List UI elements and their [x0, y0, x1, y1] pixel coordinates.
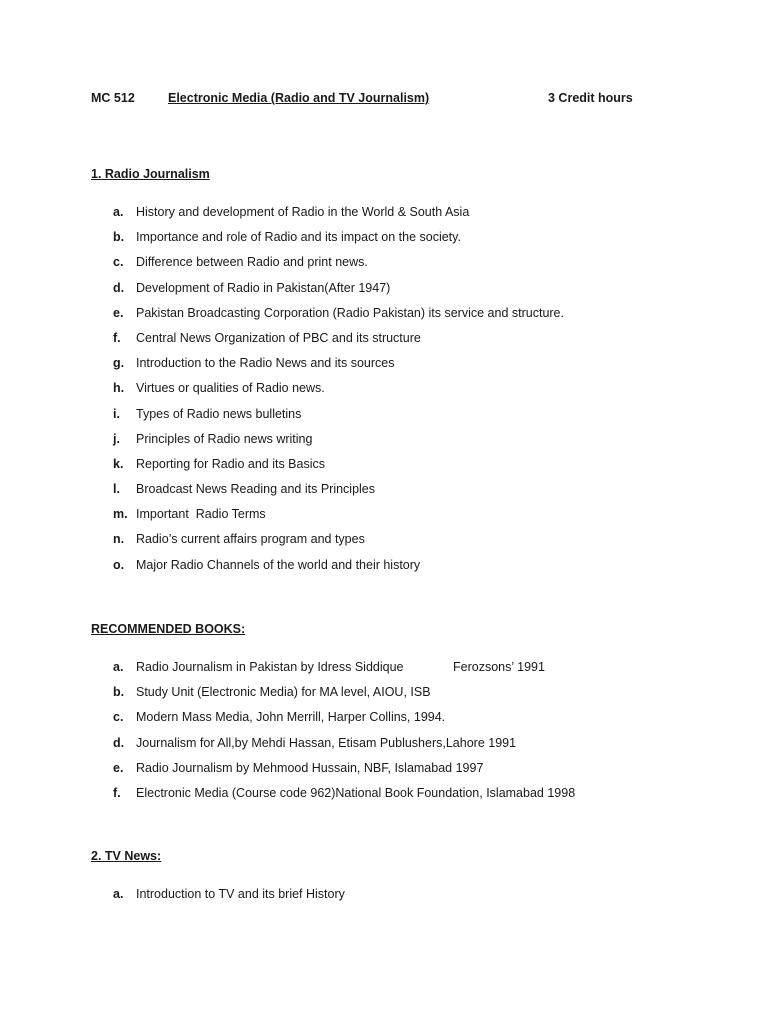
list-item-text: Principles of Radio news writing: [136, 431, 313, 446]
list-marker: a.: [113, 887, 124, 901]
list-item-text: Central News Organization of PBC and its structure: [136, 330, 421, 345]
list-item-text: Types of Radio news bulletins: [136, 406, 302, 421]
list-item-text: Journalism for All,by Mehdi Hassan, Etisam Publushers,Lahore 1991: [136, 735, 517, 750]
list-item-text: Introduction to TV and its brief History: [136, 887, 345, 901]
list-marker: g.: [113, 356, 125, 371]
list-marker: b.: [113, 230, 125, 245]
list-item-text: Modern Mass Media, John Merrill, Harper Collins, 1994.: [136, 710, 446, 725]
list-item: [0, 887, 768, 912]
list-item: [0, 786, 768, 811]
list-marker: f.: [113, 785, 121, 800]
list-marker: f.: [113, 330, 121, 345]
list-item-text: Introduction to the Radio News and its sources: [136, 356, 395, 371]
recommended-books-list: [0, 660, 768, 811]
list-marker: j.: [113, 431, 120, 446]
list-item: [0, 356, 768, 381]
section-heading-radio-journalism: 1. Radio Journalism: [91, 167, 210, 181]
list-item: [0, 331, 768, 356]
list-item-text: Reporting for Radio and its Basics: [136, 456, 325, 471]
list-item: [0, 558, 768, 583]
list-item-text: Radio Journalism by Mehmood Hussain, NBF, Islamabad 1997: [136, 760, 484, 775]
list-marker: a.: [113, 205, 124, 219]
book-publisher: Ferozsons’ 1991: [453, 660, 545, 674]
list-item: [0, 457, 768, 482]
list-item-text: Difference between Radio and print news.: [136, 255, 368, 270]
list-marker: a.: [113, 660, 124, 674]
section-heading-recommended-books: RECOMMENDED BOOKS:: [91, 622, 246, 636]
section-heading-tv-news: 2. TV News:: [91, 849, 162, 863]
radio-journalism-topic-list: [0, 205, 768, 583]
list-marker: c.: [113, 255, 124, 270]
list-item: [0, 685, 768, 710]
list-item: [0, 230, 768, 255]
list-item: [0, 407, 768, 432]
list-item-text: History and development of Radio in the World & South Asia: [136, 205, 470, 219]
list-marker: e.: [113, 305, 124, 320]
list-marker: o.: [113, 557, 125, 572]
list-item-text: Pakistan Broadcasting Corporation (Radio Pakistan) its service and structure.: [136, 305, 564, 320]
list-marker: b.: [113, 685, 125, 700]
list-item-text: Radio Journalism in Pakistan by Idress Siddique: [136, 660, 404, 674]
list-marker: n.: [113, 532, 125, 547]
list-item-text: Development of Radio in Pakistan(After 1947): [136, 280, 391, 295]
list-item: [0, 482, 768, 507]
list-item: [0, 432, 768, 457]
tv-news-topic-list: [0, 887, 768, 912]
list-item: [0, 507, 768, 532]
list-item: [0, 736, 768, 761]
list-item-text: Importance and role of Radio and its impact on the society.: [136, 230, 461, 245]
list-marker: m.: [113, 507, 128, 522]
list-item: [0, 761, 768, 786]
list-item: [0, 306, 768, 331]
list-marker: i.: [113, 406, 120, 421]
list-item: [0, 381, 768, 406]
list-marker: d.: [113, 735, 125, 750]
list-item: [0, 532, 768, 557]
list-marker: k.: [113, 456, 124, 471]
list-item-text: Study Unit (Electronic Media) for MA level, AIOU, ISB: [136, 685, 431, 700]
list-item-text: Electronic Media (Course code 962)National Book Foundation, Islamabad 1998: [136, 785, 576, 800]
course-header: [91, 91, 651, 109]
list-item-text: Virtues or qualities of Radio news.: [136, 381, 325, 396]
list-item-text: Important Radio Terms: [136, 507, 266, 522]
list-marker: c.: [113, 710, 124, 725]
list-marker: d.: [113, 280, 125, 295]
list-item: [0, 205, 768, 230]
course-title: Electronic Media (Radio and TV Journalism): [168, 91, 430, 105]
list-item-text: Major Radio Channels of the world and their history: [136, 557, 421, 572]
list-item: [0, 660, 768, 685]
list-item: [0, 710, 768, 735]
list-item: [0, 255, 768, 280]
list-item-text: Broadcast News Reading and its Principles: [136, 482, 376, 497]
list-item: [0, 281, 768, 306]
list-marker: h.: [113, 381, 125, 396]
list-marker: l.: [113, 482, 120, 497]
list-marker: e.: [113, 760, 124, 775]
list-item-text: Radio’s current affairs program and types: [136, 532, 365, 547]
credit-hours: 3 Credit hours: [548, 91, 633, 105]
course-code: MC 512: [91, 91, 135, 105]
